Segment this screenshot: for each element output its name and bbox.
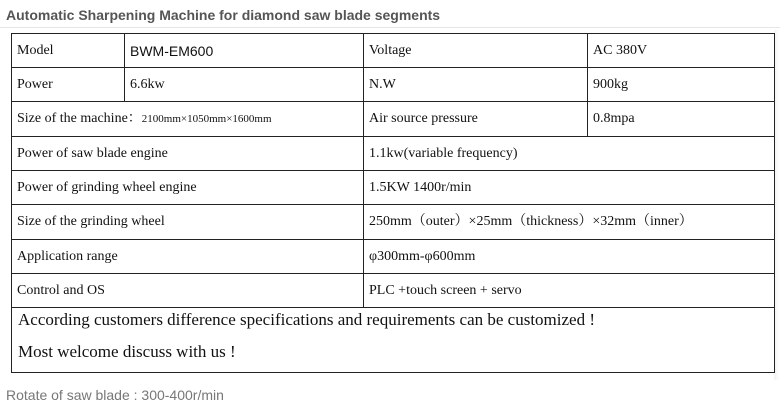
control-value: PLC +touch screen + servo bbox=[364, 274, 775, 308]
machine-size-value: 2100mm×1050mm×1600mm bbox=[141, 113, 272, 125]
table-row bbox=[12, 274, 775, 308]
air-pressure-label: Air source pressure bbox=[364, 102, 588, 137]
machine-size-cell bbox=[12, 102, 364, 137]
application-label: Application range bbox=[12, 240, 364, 274]
table-row bbox=[12, 68, 775, 102]
title-divider bbox=[0, 27, 780, 28]
nw-label: N.W bbox=[364, 68, 588, 102]
power-label: Power bbox=[12, 68, 125, 102]
table-row bbox=[12, 171, 775, 205]
saw-engine-value: 1.1kw(variable frequency) bbox=[364, 137, 775, 171]
page-title: Automatic Sharpening Machine for diamond saw blade segments bbox=[6, 7, 441, 23]
table-row bbox=[12, 34, 775, 68]
footer-text: Rotate of saw blade : 300-400r/min bbox=[6, 387, 224, 403]
table-row bbox=[12, 102, 775, 137]
model-value: BWM-EM600 bbox=[125, 34, 364, 68]
welcome-note: Most welcome discuss with us ! bbox=[18, 342, 236, 361]
grinding-engine-label: Power of grinding wheel engine bbox=[12, 171, 364, 205]
note-cell bbox=[12, 308, 775, 373]
control-label: Control and OS bbox=[12, 274, 364, 308]
spec-table bbox=[11, 33, 775, 373]
air-pressure-value: 0.8mpa bbox=[588, 102, 775, 137]
wheel-size-label: Size of the grinding wheel bbox=[12, 205, 364, 240]
customization-note: According customers difference specifications and requirements can be customized ! bbox=[18, 310, 595, 329]
model-label: Model bbox=[12, 34, 125, 68]
saw-engine-label: Power of saw blade engine bbox=[12, 137, 364, 171]
nw-value: 900kg bbox=[588, 68, 775, 102]
table-row bbox=[12, 240, 775, 274]
voltage-value: AC 380V bbox=[588, 34, 775, 68]
machine-size-label: Size of the machine： bbox=[17, 111, 142, 126]
table-row bbox=[12, 137, 775, 171]
power-value: 6.6kw bbox=[125, 68, 364, 102]
voltage-label: Voltage bbox=[364, 34, 588, 68]
table-row bbox=[12, 205, 775, 240]
grinding-engine-value: 1.5KW 1400r/min bbox=[364, 171, 775, 205]
wheel-size-value: 250mm（outer）×25mm（thickness）×32mm（inner） bbox=[364, 205, 775, 240]
table-row bbox=[12, 308, 775, 373]
application-value: φ300mm-φ600mm bbox=[364, 240, 775, 274]
